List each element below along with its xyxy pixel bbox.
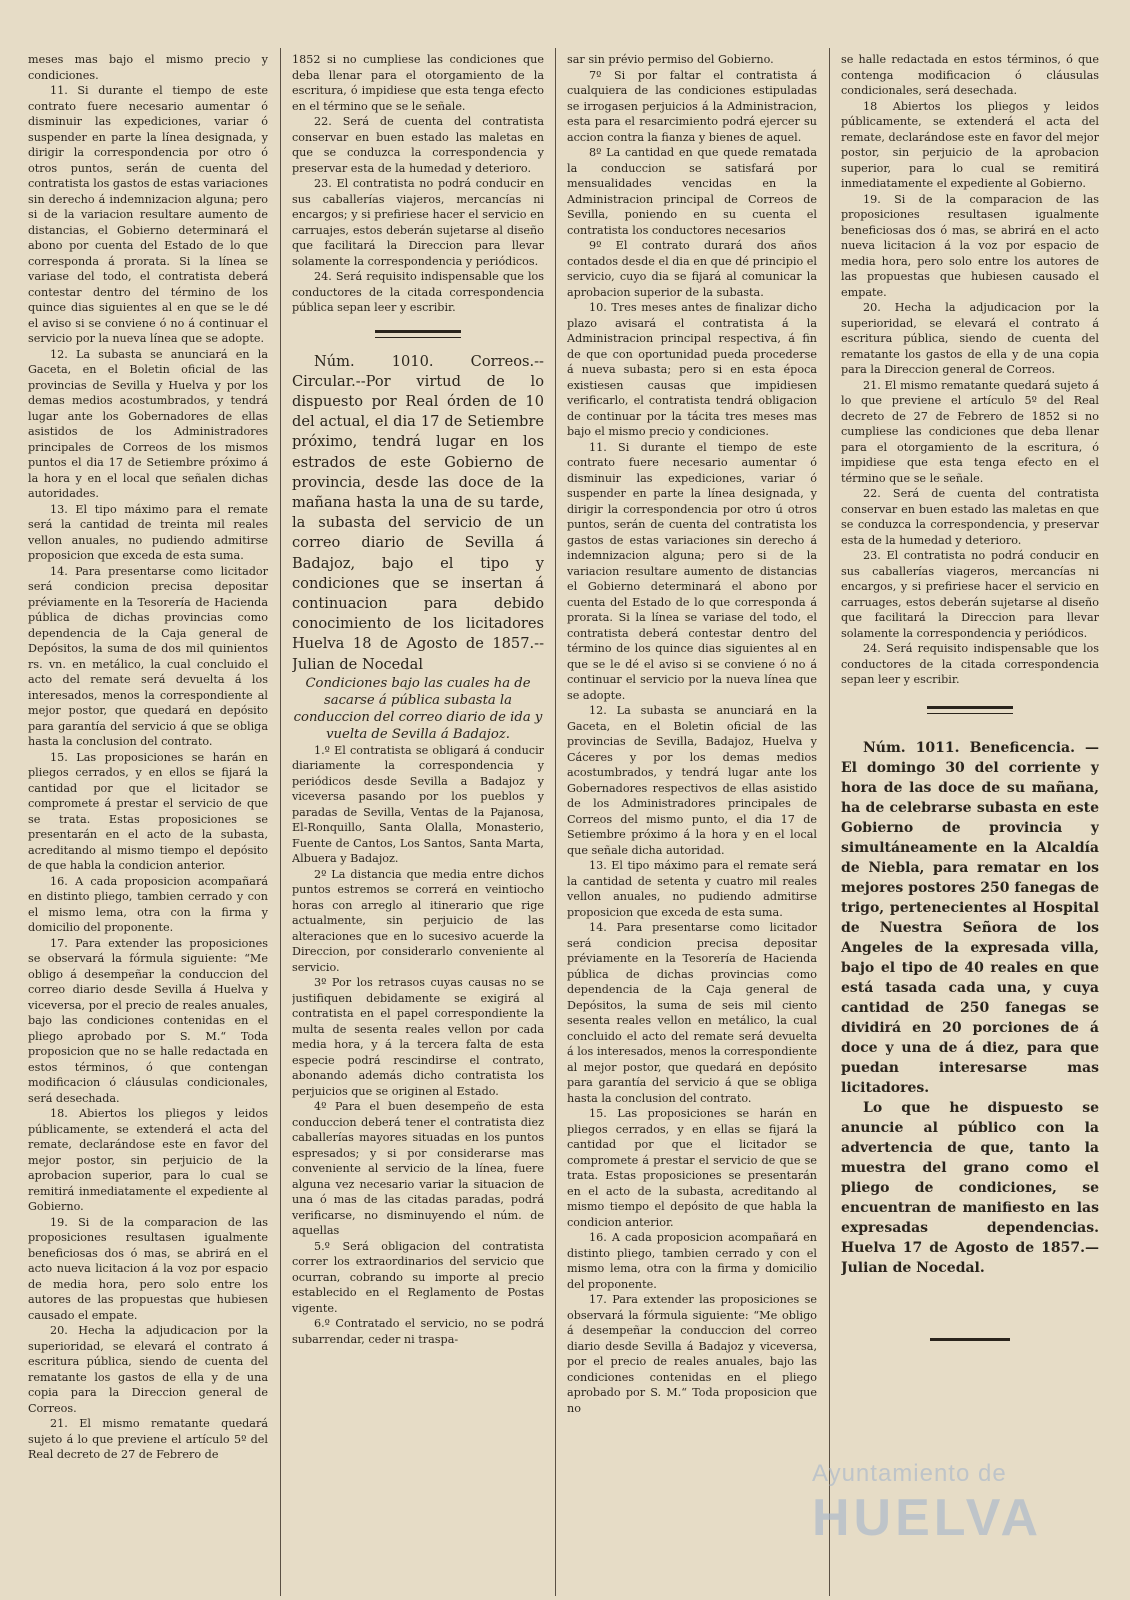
column-1 xyxy=(28,52,268,1592)
watermark-text: Ayuntamiento de xyxy=(812,1460,1007,1487)
conditions-title: Condiciones bajo las cuales ha de sacarse á pública subasta la conduccion del correo diario de ida y vuelta de Sevilla á Badajoz. xyxy=(293,675,543,742)
paragraph: 19. Si de la comparacion de las proposiciones resultasen igualmente beneficiosas dos ó mas, se abrirá en el acto nueva licitacion á la voz por espacio de media hora, pero solo entre los autores de las propuestas que hubiesen causado el empate. xyxy=(841,192,1099,299)
paragraph: 20. Hecha la adjudicacion por la superioridad, se elevará el contrato á escritura pública, siendo de cuenta del rematante los gastos de ella y de una copia para la Direccion general de Correos. xyxy=(28,1324,268,1415)
paragraph: 23. El contratista no podrá conducir en sus caballerías viageros, mercancías ni encargos, y si prefiriese hacer el servicio en carruages, estos deberán sujetarse al diseño que facilitará la Direccion para llevar solamente la correspondencia y periódicos. xyxy=(841,549,1099,640)
paragraph: 24. Será requisito indispensable que los conductores de la citada correspondencia pública sepan leer y escribir. xyxy=(292,270,544,314)
paragraph: 14. Para presentarse como licitador será condicion precisa depositar préviamente en la Tesorería de Hacienda pública de dichas provincias como dependencia de la Caja general de Depósitos, la suma de seis mil ciento sesenta reales vellon en metálico, la cual concluido el acto del remate será devuelta á los interesados, menos la correspondiente al mejor postor, que quedará en depósito para garantía del servicio á que se obliga hasta la conclusion del contrato. xyxy=(567,921,817,1105)
section-separator xyxy=(375,330,461,338)
column-3 xyxy=(567,52,817,1592)
paragraph: 22. Será de cuenta del contratista conservar en buen estado las maletas en que se conduzca la correspondencia y preservar esta de la humedad y deterioro. xyxy=(292,115,544,175)
paragraph: 13. El tipo máximo para el remate será la cantidad de setenta y cuatro mil reales vellon anuales, no pudiendo admitirse proposicion que exceda de esta suma. xyxy=(567,859,817,919)
paragraph: 18. Abiertos los pliegos y leidos públicamente, se extenderá el acta del remate, declarándose este en favor del mejor postor, sin perjuicio de la aprobacion superior, para lo cual se remitirá inmediatamente el expediente al Gobierno. xyxy=(28,1107,268,1213)
paragraph: 21. El mismo rematante quedará sujeto á lo que previene el artículo 5º del Real decreto de 27 de Febrero de 1852 si no cumpliese las condiciones que deba llenar para el otorgamiento de la escritura, ó impidiese que esta tenga efecto en el término que se le señale. xyxy=(841,378,1099,485)
column-rule xyxy=(280,48,281,1596)
column-rule xyxy=(829,48,830,1596)
section-separator xyxy=(927,706,1013,714)
notice-1011-closing: Lo que he dispuesto se anuncie al público con la advertencia de que, tanto la muestra del grano como el pliego de condiciones, se encuentran de manifiesto en las expresadas dependencias. Huelva 17 de Agosto de 1857.— Julian de Nocedal. xyxy=(841,1099,1099,1276)
column-2 xyxy=(292,52,544,1592)
paragraph: 11. Si durante el tiempo de este contrato fuere necesario aumentar ó disminuir las expediciones, variar ó suspender en parte la línea designada, y dirigir la correspondencia por otro ó otros puntos, serán de cuenta del contratista los gastos de estas variaciones sin derecho á indemnizacion alguna; pero si de la variacion resultare aumento de distancias, el Gobierno determinará el abono por cuenta del Estado de lo que corresponda á prorata. Si la línea se variase del todo, el contratista deberá contestar dentro del término de los quince dias siguientes al en que se le dé el aviso si se conviene ó no á continuar el servicio por la nueva línea que se adopte. xyxy=(28,84,268,345)
paragraph: sar sin prévio permiso del Gobierno. xyxy=(567,53,774,66)
column-rule xyxy=(555,48,556,1596)
notice-1010: Núm. 1010. Correos.--Circular.--Por virtud de lo dispuesto por Real órden de 10 del actual, el dia 17 de Setiembre próximo, tendrá lugar en los estrados de este Gobierno de provincia, desde las doce de la mañana hasta la una de su tarde, la subasta del servicio de un correo diario de Sevilla á Badajoz, bajo el tipo y condiciones que se insertan á continuacion para debido conocimiento de los licitadores Huelva 18 de Agosto de 1857.--Julian de Nocedal xyxy=(292,352,544,673)
paragraph: 15. Las proposiciones se harán en pliegos cerrados, y en ellas se fijará la cantidad por que el licitador se compromete á prestar el servicio de que se trata. Estas proposiciones se presentarán en el acto de la subasta, acreditando al mismo tiempo el depósito de que habla la condicion anterior. xyxy=(567,1107,817,1229)
paragraph: 12. La subasta se anunciará en la Gaceta, en el Boletin oficial de las provincias de Sevilla y Huelva y por los demas medios acostumbrados, y tendrá lugar ante los Gobernadores de ellas asistidos de los Administradores principales de Correos de los mismos puntos el dia 17 de Setiembre próximo á la hora y en el local que señalen dichas autoridades. xyxy=(28,347,268,500)
paragraph: 8º La cantidad en que quede rematada la conduccion se satisfará por mensualidades vencidas en la Administracion principal de Correos de Sevilla, poniendo en su cuenta el contratista los conductores necesarios xyxy=(567,146,817,237)
paragraph: 22. Será de cuenta del contratista conservar en buen estado las maletas en que se conduzca la correspondencia, y preservar esta de la humedad y deterioro. xyxy=(841,487,1099,547)
paragraph: 5.º Será obligacion del contratista correr los extraordinarios del servicio que ocurran, cobrando su importe al precio establecido en el Reglamento de Postas vigente. xyxy=(292,1239,544,1315)
paragraph: 3º Por los retrasos cuyas causas no se justifiquen debidamente se exigirá al contratista en el papel correspondiente la multa de sesenta reales vellon por cada media hora, y á la tercera falta de esta especie podrá rescindirse el contrato, abonando además dicho contratista los perjuicios que se originen al Estado. xyxy=(292,976,544,1098)
paragraph: 14. Para presentarse como licitador será condicion precisa depositar préviamente en la Tesorería de Hacienda pública de dichas provincias como dependencia de la Caja general de Depósitos, la suma de dos mil quinientos rs. vn. en metálico, la cual concluido el acto del remate será devuelta á los interesados, menos la correspondiente al mejor postor, que quedará en depósito para garantía del servicio á que se obliga hasta la conclusion del contrato. xyxy=(28,564,268,748)
notice-1011: Núm. 1011. Beneficencia. —El domingo 30 del corriente y hora de las doce de su mañana, ha de celebrarse subasta en este Gobierno de provincia y simultáneamente en la Alcaldía de Niebla, para rematar en los mejores postores 250 fanegas de trigo, pertenecientes al Hospital de Nuestra Señora de los Angeles de la expresada villa, bajo el tipo de 40 reales en que está tasada cada una, y cuya cantidad de 250 fanegas se dividirá en 20 porciones de á doce y una de á diez, para que puedan interesarse mas licitadores. xyxy=(841,739,1099,1096)
paragraph: 12. La subasta se anunciará en la Gaceta, en el Boletin oficial de las provincias de Sevilla, Badajoz, Huelva y Cáceres y por los demas medios acostumbrados, y tendrá lugar ante los Gobernadores respectivos de ellas asistido de los Administradores principales de Correos del mismo punto, el dia 17 de Setiembre próximo á la hora y en el local que señale dicha autoridad. xyxy=(567,704,817,857)
paragraph: 15. Las proposiciones se harán en pliegos cerrados, y en ellos se fijará la cantidad por que el licitador se compromete á prestar el servicio de que se trata. Estas proposiciones se presentarán en el acto de la subasta, acreditando al mismo tiempo el depósito de que habla la condicion anterior. xyxy=(28,750,268,872)
paragraph: 17. Para extender las proposiciones se observará la fórmula siguiente: “Me obligo á desempeñar la conduccion del correo diario desde Sevilla á Badajoz y viceversa, por el precio de reales anuales, bajo las condiciones contenidas en el pliego aprobado por S. M.“ Toda proposicion que no xyxy=(567,1293,817,1415)
watermark-text: HUELVA xyxy=(812,1489,1043,1547)
paragraph: meses mas bajo el mismo precio y condiciones. xyxy=(28,53,268,82)
paragraph: 21. El mismo rematante quedará sujeto á lo que previene el artículo 5º del Real decreto de 27 de Febrero de xyxy=(28,1417,268,1461)
paragraph: 17. Para extender las proposiciones se observará la fórmula siguiente: “Me obligo á desempeñar la conduccion del correo diario desde Sevilla á Huelva y viceversa, por el precio de reales anuales, bajo las condiciones contenidas en el pliego aprobado por S. M.“ Toda proposicion que no se halle redactada en estos términos, ó que contengan modificacion ó cláusulas condicionales, será desechada. xyxy=(28,936,268,1105)
paragraph: 24. Será requisito indispensable que los conductores de la citada correspondencia sepan leer y escribir. xyxy=(841,642,1099,686)
paragraph: 16. A cada proposicion acompañará en distinto pliego, tambien cerrado y con el mismo lema, otra con la firma y domicilio del proponente. xyxy=(567,1231,817,1291)
column-4 xyxy=(841,52,1099,1592)
paragraph: 11. Si durante el tiempo de este contrato fuere necesario aumentar ó disminuir las expediciones, variar ó suspender en parte la línea designada, y dirigir la correspondencia por otro ú otros puntos, serán de cuenta del contratista los gastos de estas variaciones sin derecho á indemnizacion alguna; pero si de la variacion resultare aumento de distancias el Gobierno determinará el abono por cuenta del Estado de lo que corresponda á prorata. Si la línea se variase del todo, el contratista deberá contestar dentro del término de los quince dias siguientes al en que se le dé el aviso si se conviene ó no á continuar el servicio por la nueva línea que se adopte. xyxy=(567,440,817,702)
paragraph: 2º La distancia que media entre dichos puntos estremos se correrá en veintiocho horas con arreglo al itinerario que rige actualmente, sin perjuicio de las alteraciones que en lo sucesivo acuerde la Direccion, por considerarlo conveniente al servicio. xyxy=(292,867,544,974)
paragraph: 10. Tres meses antes de finalizar dicho plazo avisará el contratista á la Administracion principal respectiva, á fin de que con oportunidad pueda procederse á nueva subasta; pero si en esta época existiesen causas que impidiesen verificarlo, el contratista tendrá obligacion de continuar por la tácita tres meses mas bajo el mismo precio y condiciones. xyxy=(567,301,817,438)
paragraph: 1.º El contratista se obligará á conducir diariamente la correspondencia y periódicos desde Sevilla a Badajoz y viceversa pasando por los pueblos y paradas de Sevilla, Ventas de la Pajanosa, El-Ronquillo, Santa Olalla, Monasterio, Fuente de Cantos, Los Santos, Santa Marta, Albuera y Badajoz. xyxy=(292,743,544,866)
paragraph: 9º El contrato durará dos años contados desde el dia en que dé principio el servicio, cuyo dia se fijará al comunicar la aprobacion superior de la subasta. xyxy=(567,239,817,299)
paragraph: 13. El tipo máximo para el remate será la cantidad de treinta mil reales vellon anuales, no pudiendo admitirse proposicion que exceda de esta suma. xyxy=(28,502,268,562)
paragraph: 18 Abiertos los pliegos y leidos públicamente, se extenderá el acta del remate, declarándose este en favor del mejor postor, sin perjuicio de la aprobacion superior, para lo cual se remitirá inmediatamente el expediente al Gobierno. xyxy=(841,99,1099,190)
paragraph: 19. Si de la comparacion de las proposiciones resultasen igualmente beneficiosas dos ó mas, se abrirá en el acto nueva licitacion á la voz por espacio de media hora, pero solo entre los autores de las propuestas que hubiesen causado el empate. xyxy=(28,1215,268,1322)
paragraph: 7º Si por faltar el contratista á cualquiera de las condiciones estipuladas se irrogasen perjuicios á la Administracion, esta para el resarcimiento podrá ejercer su accion contra la fianza y bienes de aquel. xyxy=(567,68,817,144)
watermark-logo xyxy=(812,1460,1112,1580)
paragraph: 16. A cada proposicion acompañará en distinto pliego, tambien cerrado y con el mismo lema, otra con la firma y domicilio del proponente. xyxy=(28,874,268,934)
paragraph: 20. Hecha la adjudicacion por la superioridad, se elevará el contrato á escritura pública, siendo de cuenta del rematante los gastos de ella y de una copia para la Direccion general de Correos. xyxy=(841,301,1099,376)
paragraph: 4º Para el buen desempeño de esta conduccion deberá tener el contratista diez caballerías mayores situadas en los puntos espresados; y si por considerarse mas conveniente al servicio de la línea, fuere alguna vez necesario variar la situacion de una ó mas de las citadas paradas, podrá verificarse, no disminuyendo el núm. de aquellas xyxy=(292,1100,544,1238)
paragraph: 1852 si no cumpliese las condiciones que deba llenar para el otorgamiento de la escritura, ó impidiese que esta tenga efecto en el término que se le señale. xyxy=(292,53,544,113)
paragraph: 6.º Contratado el servicio, no se podrá subarrendar, ceder ni traspa- xyxy=(292,1317,544,1346)
paragraph: se halle redactada en estos términos, ó que contenga modificacion ó cláusulas condicionales, será desechada. xyxy=(841,53,1099,97)
paragraph: 23. El contratista no podrá conducir en sus caballerías viajeros, mercancías ni encargos; y si prefiriese hacer el servicio en carruajes, estos deberán sujetarse al diseño que facilitará la Direccion para llevar solamente la correspondencia y periódicos. xyxy=(292,177,544,268)
section-separator xyxy=(930,1338,1010,1343)
